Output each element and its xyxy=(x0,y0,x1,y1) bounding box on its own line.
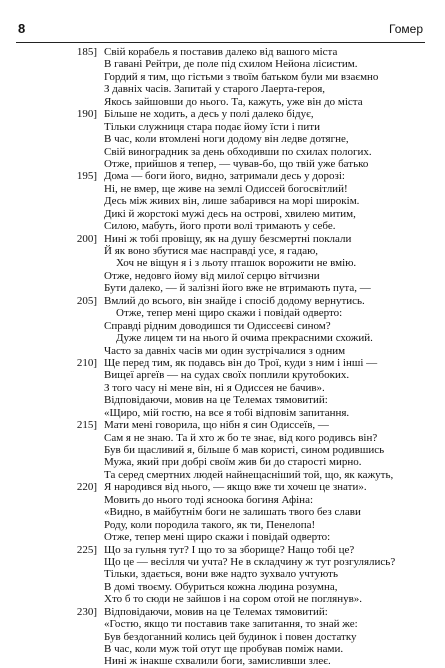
verse-text: З давніх часів. Запитай у старого Лаерта-героя, xyxy=(104,83,326,96)
page-number: 8 xyxy=(18,21,26,36)
verse-line xyxy=(0,444,445,456)
verse-text: Був би щасливий я, більше б мав користі, сином родившись xyxy=(104,444,385,456)
verse-text: Нині ж інакше схвалили боги, замисливши злеє. xyxy=(104,655,331,668)
verse-text: Отже, тепер мені щиро скажи і повідай одверто: xyxy=(116,307,343,320)
verse-line xyxy=(0,631,445,643)
verse-line xyxy=(0,382,445,394)
verse-line xyxy=(0,655,445,667)
verse-text: «Щиро, мій гостю, на все я тобі відповім запитання. xyxy=(104,406,350,419)
verse-text: Відповідаючи, мовив на це Телемах тямовитий: xyxy=(104,394,328,407)
verse-text: З того часу ні мене він, ні я Одиссея не бачив». xyxy=(104,381,325,394)
verse-text: «Видно, в майбутнім боги не залишать твого без слави xyxy=(104,506,361,519)
verse-line xyxy=(0,170,445,182)
verse-line xyxy=(0,469,445,481)
verse-line xyxy=(0,46,445,58)
verse-line xyxy=(0,183,445,195)
verse-line xyxy=(0,407,445,419)
verse-text: Якось зайшовши до нього. Та, кажуть, уже він до міста xyxy=(104,95,363,108)
verse-text: Вищеї аргеїв — на судах своїх поплили крутобоких. xyxy=(104,369,350,382)
verse-text: Отже, тепер мені щиро скажи і повідай одверто: xyxy=(104,531,331,544)
verse-line xyxy=(0,556,445,568)
verse-line xyxy=(0,643,445,655)
verse-text: Мужа, який при добрі своїм жив би до старості мирно. xyxy=(104,456,362,469)
verse-text: Та серед смертних людей найнещасніший той, що, як кажуть, xyxy=(104,468,394,481)
line-number: 225] xyxy=(76,543,97,556)
verse-text: В час, коли муж той отут ще пробував поміж нами. xyxy=(104,643,344,655)
verse-text: Був бездоганний колись цей будинок і повен достатку xyxy=(104,630,357,643)
verse-line xyxy=(0,357,445,369)
verse-line xyxy=(0,295,445,307)
verse-text: Тільки, здається, вони вже надто зухвало учтують xyxy=(104,568,338,581)
verse-text: Дикі й жорстокі мужі десь на острові, хвилею митим, xyxy=(104,207,356,220)
line-number: 215] xyxy=(76,419,97,432)
verse-line xyxy=(0,96,445,108)
verse-line xyxy=(0,195,445,207)
verse-line xyxy=(0,456,445,468)
verse-line xyxy=(0,71,445,83)
line-number: 220] xyxy=(76,481,97,494)
verse-text: «Гостю, якщо ти поставив таке запитання, то знай же: xyxy=(104,618,358,631)
verse-line xyxy=(0,345,445,357)
verse-text: В гавані Рейтри, де поле під схилом Нейона лісистим. xyxy=(104,58,358,71)
verse-line xyxy=(0,307,445,319)
verse-line xyxy=(0,519,445,531)
verse-line xyxy=(0,618,445,630)
verse-text: Свій виноградник за день обходивши по схилах пологих. xyxy=(104,145,372,158)
verse-text: Хоч не віщун я і з льоту пташок ворожити не вмію. xyxy=(116,257,357,270)
verse-line xyxy=(0,257,445,269)
verse-line xyxy=(0,121,445,133)
verse-line xyxy=(0,220,445,232)
verse-text: Ще перед тим, як подавсь він до Трої, куди з ним і інші — xyxy=(104,356,378,369)
verse-text: Часто за давніх часів ми один зустрічалися з одним xyxy=(104,344,346,357)
verse-text: Мовить до нього тоді ясноока богиня Афіна: xyxy=(104,493,314,506)
verse-line xyxy=(0,282,445,294)
verse-line xyxy=(0,419,445,431)
line-number: 205] xyxy=(76,294,97,307)
line-number: 190] xyxy=(76,108,97,121)
verse-text: Що за гульня тут? І що то за зборище? Нащо тобі це? xyxy=(104,543,355,556)
page-header xyxy=(16,18,425,43)
verse-text: Нині ж тобі провіщу, як на душу безсмертні поклали xyxy=(104,232,352,245)
verse-line xyxy=(0,58,445,70)
verse-text: Сам я не знаю. Та й хто ж бо те знає, від кого родивсь він? xyxy=(104,431,378,444)
verse-line xyxy=(0,133,445,145)
verse-text: Більше не ходить, а десь у полі далеко бідує, xyxy=(104,108,314,121)
verse-line xyxy=(0,544,445,556)
verse-text: Тільки служниця стара подає йому їсти і пити xyxy=(104,120,320,133)
verse-text: Хто б то сюди не зайшов і на сором отой не поглянув». xyxy=(104,593,363,606)
verse-line xyxy=(0,531,445,543)
verse-text: В домі твоєму. Обуриться кожна людина розумна, xyxy=(104,580,338,593)
verse-text: Ні, не вмер, ще живе на землі Одиссей богосвітлий! xyxy=(104,182,348,195)
verse-text: Справді рідним доводишся ти Одиссеєві сином? xyxy=(104,319,331,332)
verse-line xyxy=(0,581,445,593)
verse-line xyxy=(0,146,445,158)
verse-line xyxy=(0,270,445,282)
verse-line xyxy=(0,494,445,506)
line-number: 210] xyxy=(76,356,97,369)
verse-text: Дуже лицем ти на нього й очима прекрасними схожий. xyxy=(116,332,373,345)
verse-line xyxy=(0,568,445,580)
verse-text: Відповідаючи, мовив на це Телемах тямовитий: xyxy=(104,605,328,618)
line-number: 230] xyxy=(76,605,97,618)
verse-text: Силою, мабуть, його проти волі тримають у себе. xyxy=(104,220,336,233)
verse-text: Вмлий до всього, він знайде і спосіб додому вернутись. xyxy=(104,294,365,307)
verse-text: Десь між живих він, лише забарився на морі широкім. xyxy=(104,195,360,208)
verse-line xyxy=(0,245,445,257)
verse-text: Роду, коли породила такого, як ти, Пенелопа! xyxy=(104,518,316,531)
verse-line xyxy=(0,394,445,406)
verse-line xyxy=(0,320,445,332)
verse-text: Бути далеко, — й залізні його вже не втримають пута, — xyxy=(104,282,371,295)
verse-text: Що це — весілля чи учта? Не в складчину ж тут розгулялись? xyxy=(104,555,396,568)
verse-line xyxy=(0,593,445,605)
verse-line xyxy=(0,481,445,493)
verse-text: Свій корабель я поставив далеко від вашого міста xyxy=(104,46,338,58)
running-title: Гомер xyxy=(389,22,423,36)
verse-line xyxy=(0,233,445,245)
verse-text: Й як воно збутися має насправді усе, я гадаю, xyxy=(104,245,319,257)
verse-text: Отже, прийшов я тепер, — чував-бо, що твій уже батько xyxy=(104,157,369,170)
verse-text: Отже, недовго йому від милої серцю вітчизни xyxy=(104,269,320,282)
verse-text: Я народився від нього, — якщо вже ти хочеш це знати». xyxy=(104,481,367,494)
verse-line xyxy=(0,432,445,444)
verse-text: Дома — боги його, видно, затримали десь у дорозі: xyxy=(104,170,345,183)
verse-line xyxy=(0,606,445,618)
verse-line xyxy=(0,369,445,381)
poem-text xyxy=(0,46,445,668)
verse-text: Гордий я тим, що гістьми з твоїм батьком були ми взаємно xyxy=(104,70,379,83)
verse-line xyxy=(0,506,445,518)
verse-line xyxy=(0,108,445,120)
verse-line xyxy=(0,158,445,170)
verse-line xyxy=(0,83,445,95)
verse-line xyxy=(0,208,445,220)
verse-text: В час, коли втомлені ноги додому він ледве дотягне, xyxy=(104,133,349,146)
verse-text: Мати мені говорила, що нібн я син Одиссеїв, — xyxy=(104,419,329,432)
verse-line xyxy=(0,332,445,344)
line-number: 195] xyxy=(76,170,97,183)
line-number: 200] xyxy=(76,232,97,245)
line-number: 185] xyxy=(76,46,97,58)
